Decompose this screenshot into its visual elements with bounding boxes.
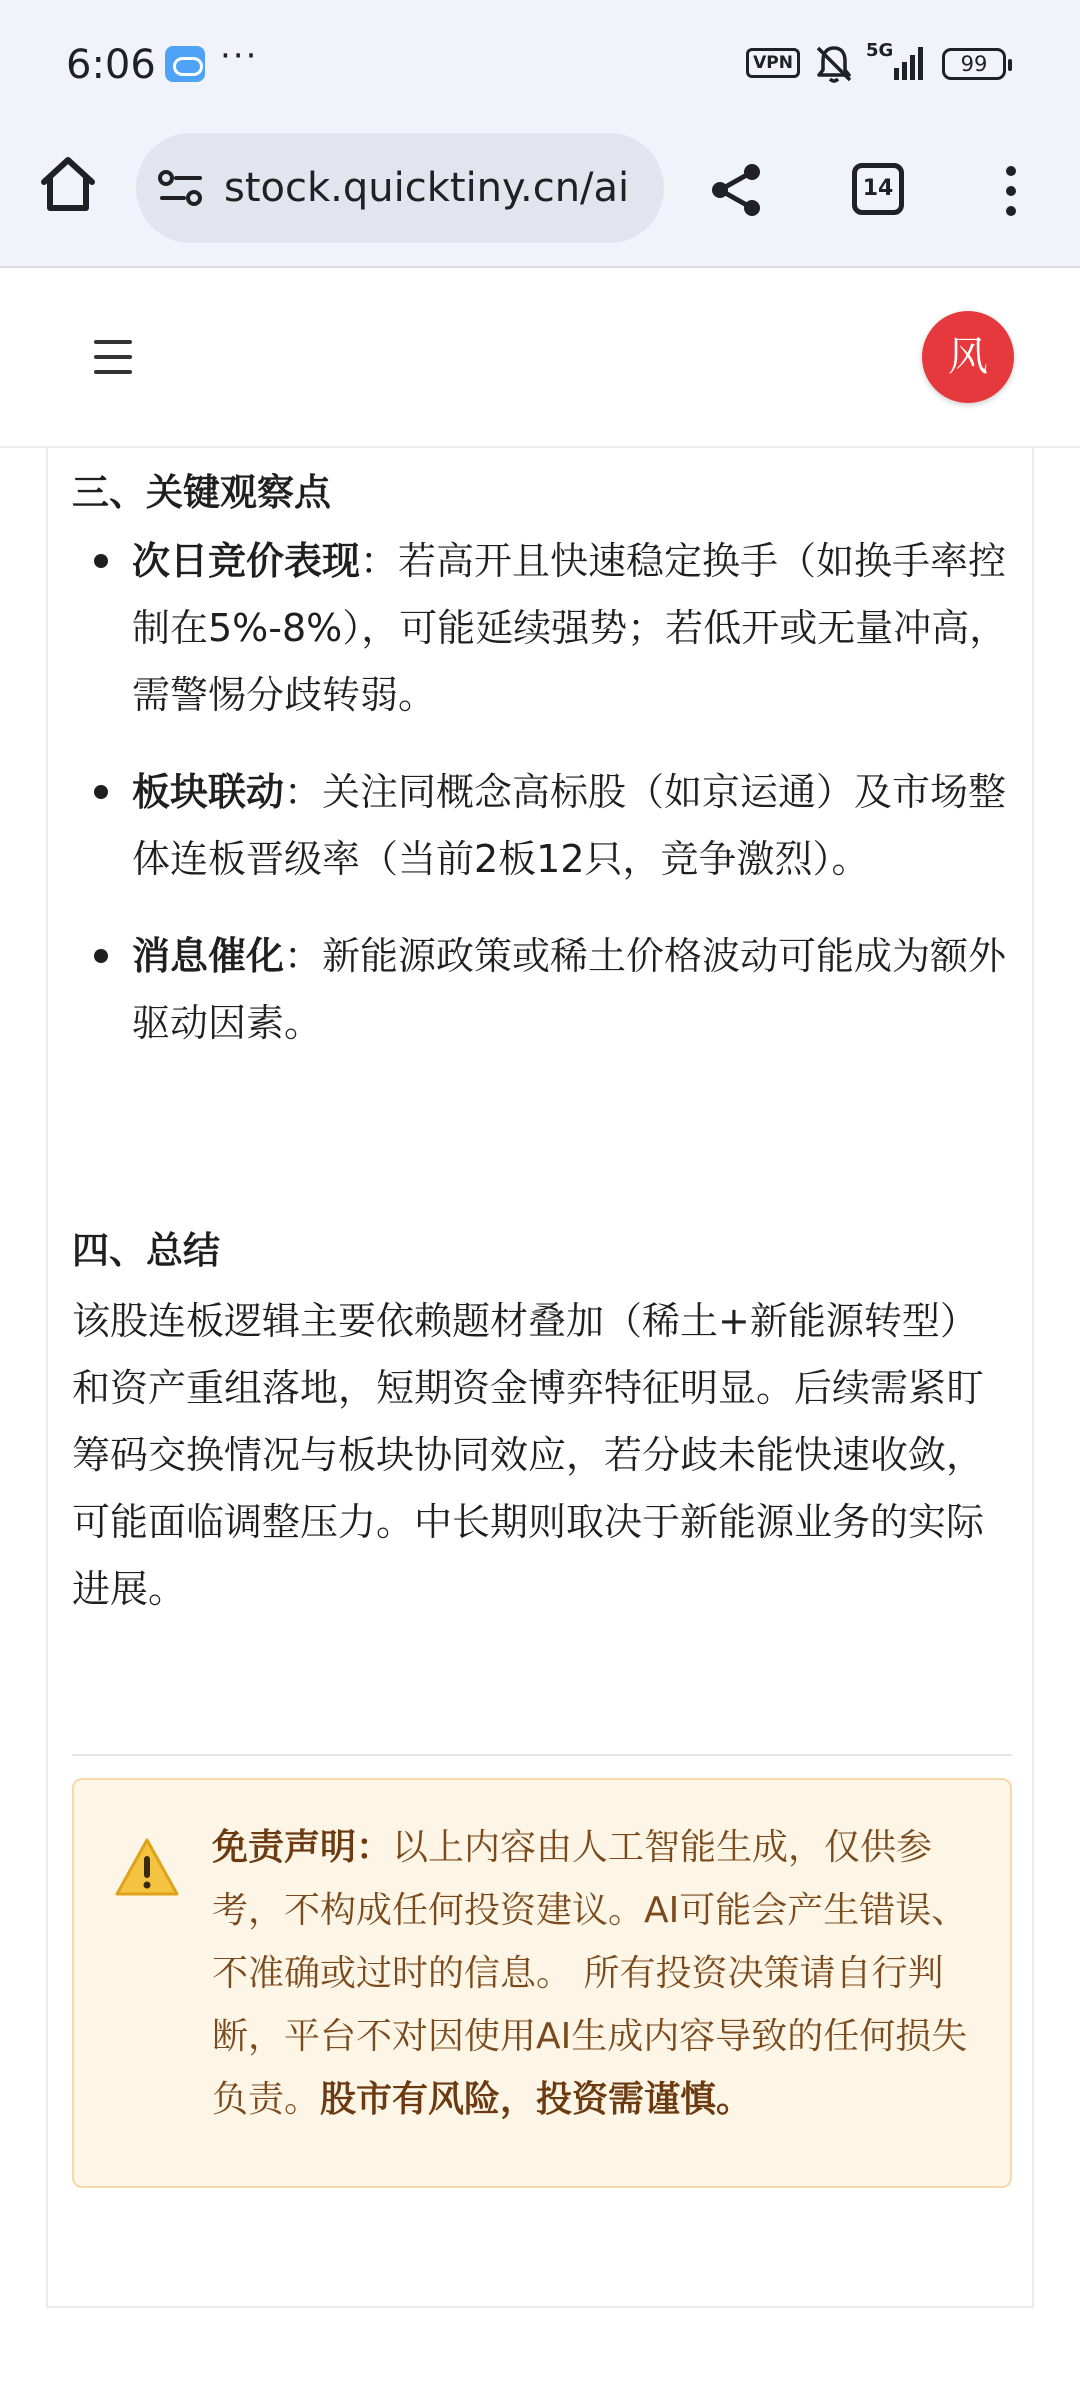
- share-icon[interactable]: [706, 160, 766, 220]
- network-type: 5G: [866, 40, 894, 61]
- more-notifications-icon: ···: [220, 36, 259, 76]
- list-item-text: ：关注同概念高标股（如京运通）及市场整体连板晋级率（当前2板12只，竞争激烈）。: [132, 770, 1007, 881]
- tab-switcher-button[interactable]: 14: [852, 163, 904, 215]
- vpn-icon: VPN: [746, 48, 800, 78]
- browser-chrome: [0, 0, 1080, 268]
- home-icon[interactable]: [36, 152, 100, 216]
- disclaimer-emphasis: 股市有风险，投资需谨慎。: [320, 2079, 753, 2120]
- section-heading-observations: 三、关键观察点: [72, 471, 331, 514]
- hamburger-menu-icon[interactable]: [94, 340, 132, 374]
- bell-muted-icon: [812, 42, 856, 86]
- list-item: [72, 528, 1012, 729]
- summary-paragraph: 该股连板逻辑主要依赖题材叠加（稀土+新能源转型）和资产重组落地，短期资金博弈特征明显。后续需紧盯筹码交换情况与板块协同效应，若分歧未能快速收敛，可能面临调整压力。中长期则取决于新能源业务的实际进展。: [72, 1299, 985, 1611]
- list-item-title: 板块联动: [132, 770, 285, 814]
- site-header: [0, 270, 1080, 448]
- disclaimer-body: 以上内容由人工智能生成，仅供参考，不构成任何投资建议。AI可能会产生错误、不准确或过时的信息。 所有投资决策请自行判断，平台不对因使用AI生成内容导致的任何损失负责。: [212, 1827, 968, 2120]
- site-settings-icon[interactable]: [158, 167, 204, 209]
- divider: [72, 1754, 1012, 1756]
- signal-icon: [864, 42, 926, 82]
- list-item: [72, 923, 1012, 1057]
- battery-icon: 99: [942, 48, 1006, 80]
- article-card: [46, 448, 1034, 2308]
- warning-icon: [114, 1836, 180, 1898]
- overflow-menu-icon[interactable]: [996, 160, 1026, 224]
- address-bar[interactable]: [136, 133, 664, 243]
- status-time: 6:06: [66, 42, 156, 88]
- disclaimer-box: [72, 1778, 1012, 2188]
- list-item-text: ：若高开且快速稳定换手（如换手率控制在5%-8%），可能延续强势；若低开或无量冲高，需警惕分歧转弱。: [132, 539, 1008, 717]
- list-item-title: 消息催化: [132, 934, 285, 978]
- disclaimer-label: 免责声明：: [212, 1827, 393, 1868]
- section-heading-summary: 四、总结: [72, 1229, 220, 1272]
- list-item-text: ：新能源政策或稀土价格波动可能成为额外驱动因素。: [132, 934, 1007, 1045]
- avatar[interactable]: 风: [922, 311, 1014, 403]
- cloud-notification-icon: [165, 46, 205, 82]
- disclaimer-text: [212, 1816, 974, 2131]
- list-item-title: 次日竞价表现: [132, 539, 361, 583]
- list-item: [72, 759, 1012, 893]
- observation-list: [72, 528, 1012, 1087]
- url-text[interactable]: stock.quicktiny.cn/ai: [224, 165, 630, 211]
